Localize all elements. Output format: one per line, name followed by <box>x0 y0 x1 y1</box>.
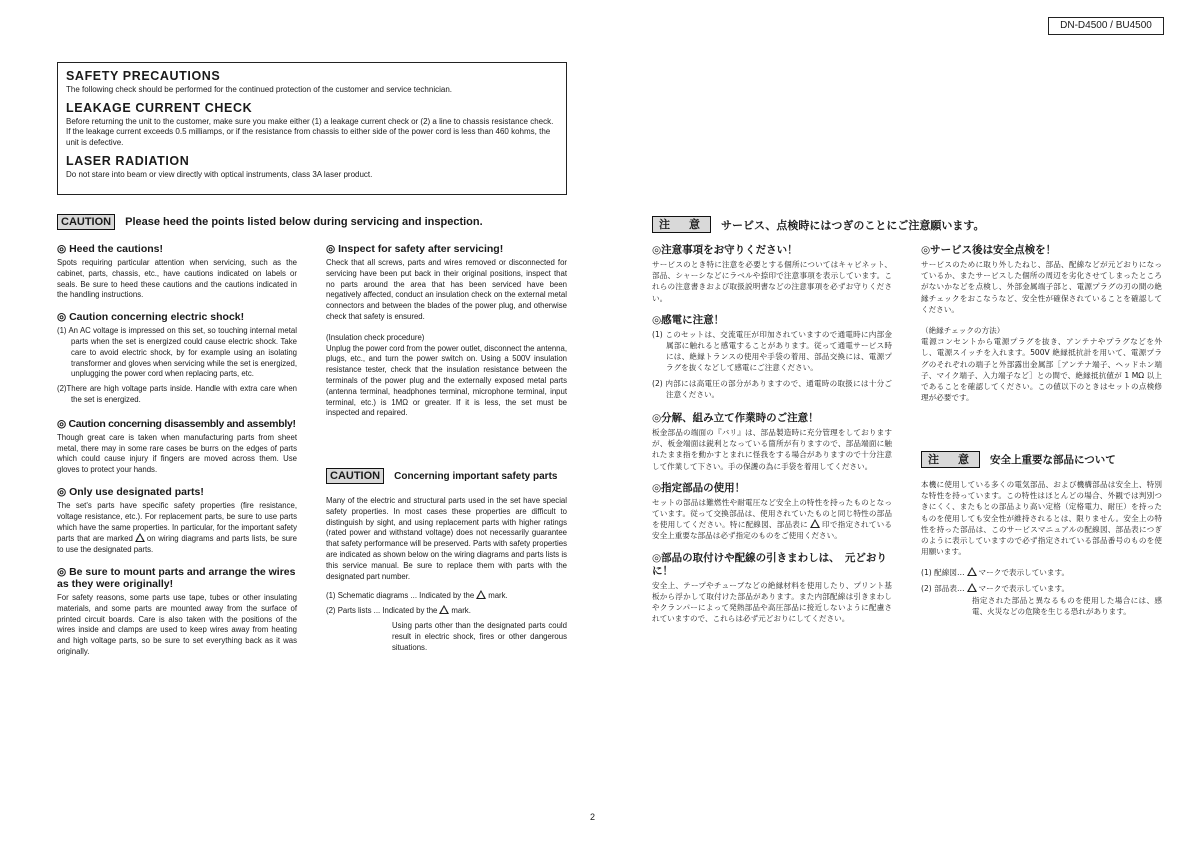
warning-triangle-icon <box>476 590 486 599</box>
jp-section-mount-parts-body: 安全上、テープやチューブなどの絶縁材料を使用したり、プリント基板から浮かして取付けた部品があります。また内部配線は引きまわしやクランパーによって発熱部品や高圧部品に接近しないように配慮されていますので、これらは必ず元どおりにしてください。 <box>652 580 892 624</box>
jp-wiring-diagram-line: (1) 配線図… マークで表示しています。 <box>921 568 1070 578</box>
insulation-procedure-body: Unplug the power cord from the power outlet, disconnect the antenna, plugs, etc., and turn the power switch on. Using a 500V insulation resistance tester, check that the insulation resistance between the terminals of the power plug and the externally exposed metal parts (antenna terminal, headphones terminal, microphone terminal, input terminal, etc.) is 1MΩ or greater. If it is less, the set must be inspected and repaired. <box>326 343 567 418</box>
section-heed-cautions-title: ◎ Heed the cautions! <box>57 243 164 255</box>
japanese-caution-heading <box>652 216 984 233</box>
section-designated-parts-title: ◎ Only use designated parts! <box>57 485 204 498</box>
warning-triangle-icon <box>439 605 449 614</box>
insulation-procedure-title: (Insulation check procedure) <box>326 332 425 342</box>
jp-section-inspect-title: ◎サービス後は安全点検を！ <box>921 244 1057 256</box>
caution-title: Please heed the points listed below during servicing and inspection. <box>125 216 483 228</box>
jp-section-designated-parts-title: ◎指定部品の使用！ <box>652 481 746 494</box>
designated-parts-note: Using parts other than the designated parts could result in electric shock, fires or other dangerous situations. <box>392 620 567 652</box>
jp-insulation-procedure-body: 電源コンセントから電源プラグを抜き、アンテナやプラグなどを外し、電源スイッチを入れます。500V 絶縁抵抗計を用いて、電源プラグのそれぞれの端子と外部露出金属部［アンテナ端子、ヘッドホン端子、マイク端子、入力端子など］との間で、絶縁抵抗値が 1 MΩ 以上であることを確認してください。この値以下のときはセットの点検修理が必要です。 <box>921 337 1162 403</box>
japanese-column-1 <box>652 244 892 624</box>
jp-important-parts-section <box>921 479 1162 617</box>
jp-designated-parts-note: 指定された部品と異なるものを使用した場合には、感電、火災などの危険を生じる恐れがあります。 <box>972 595 1162 617</box>
caution-badge: CAUTION <box>57 214 115 230</box>
english-caution-heading <box>57 214 483 230</box>
jp-parts-list-line: (2) 部品表… マークで表示しています。 <box>921 583 1070 593</box>
japanese-column-2 <box>921 244 1162 403</box>
english-column-1 <box>57 243 297 658</box>
parts-lists-line: (2) Parts lists ... Indicated by the mark. <box>326 606 471 616</box>
electric-shock-item-1: (1) An AC voltage is impressed on this set, so touching internal metal parts when the set is energized could cause electric shock. Take care to avoid electric shock, by for example using an isolating transformer and gloves when servicing while the set is energized, unplugging the power cord when replacing parts, etc. <box>57 326 297 379</box>
section-heed-cautions-body: Spots requiring particular attention when servicing, such as the cabinet, parts, chassis, etc., have cautions indicated on labels or seals. Be sure to heed these cautions and the cautions indicated in the handling instructions. <box>57 258 297 300</box>
section-mount-parts-body: For safety reasons, some parts use tape, tubes or other insulating materials, and some parts are mounted away from the surface of printed circuit boards. Care is also taken with the positions of the wires inside and clamps are used to keep wires away from heating and high voltage parts, so be sure to set everything back as it was originally. <box>57 592 297 656</box>
section-electric-shock-title: ◎ Caution concerning electric shock! <box>57 311 245 324</box>
important-parts-section <box>326 496 567 653</box>
section-inspect-safety-body: Check that all screws, parts and wires removed or disconnected for servicing have been put back in their original positions, inspect that no parts around the area that has been serviced have been negatively affected, conduct an insulation check on the external metal connectors and between the blades of the power plug, and otherwise check that safety is ensured. <box>326 258 567 321</box>
jp-important-parts-body: 本機に使用している多くの電気部品、および機構部品は安全上、特別な特性を持っています。この特性はほとんどの場合、外観では判別つきにくく、またもとの部品より高い定格（定格電力、耐圧）を持ったものを使用しても安全性が維持されるとは、限りません。安全上の特性を持った部品は、このサービスマニュアルの配線図、部品表につぎのように表示していますので必ず指定されている部品番号のものを使用願います。 <box>921 480 1162 557</box>
warning-triangle-icon <box>135 533 145 542</box>
jp-electric-shock-item-2: (2) 内部には高電圧の部分がありますので、通電時の取扱には十分ご注意ください。 <box>652 378 892 399</box>
caution-badge-2: CAUTION <box>326 468 384 484</box>
jp-section-cautions-title: ◎注意事項をお守りください！ <box>652 244 798 256</box>
jp-section-disassembly-body: 板金部品の端面の『バリ』は、部品製造時に充分管理をしておりますが、板金端面は鋭利となっている箇所が有りますので、部品端面に触れたまま指を動かすとまれに怪我をする場合がありますので十分注意して作業して下さい。手の保護の為に手袋を着用してください。 <box>652 428 892 471</box>
leakage-text: Before returning the unit to the customer, make sure you make either (1) a leakage current check or (2) a line to chassis resistance check. If the leakage current exceeds 0.5 milliamps, or if the resistance from chassis to either side of the power cord is less than 460 kohms, the unit is defective. <box>66 117 554 147</box>
jp-section-mount-parts-title: ◎部品の取付けや配線の引きまわしは、 元どおりに！ <box>652 551 887 577</box>
important-parts-title: Concerning important safety parts <box>394 470 558 482</box>
section-mount-parts-title: ◎ Be sure to mount parts and arrange the wires as they were originally! <box>57 565 296 590</box>
safety-precautions-text: The following check should be performed for the continued protection of the customer and service technician. <box>66 85 452 94</box>
warning-triangle-icon <box>810 519 820 528</box>
jp-important-parts-heading <box>921 451 1116 468</box>
jp-important-parts-title: 安全上重要な部品について <box>990 454 1116 466</box>
jp-section-electric-shock-title: ◎感電に注意！ <box>652 313 725 326</box>
jp-section-cautions-body: サービスのとき特に注意を必要とする個所についてはキャビネット、部品、シャーシなどにラベルや捺印で注意事項を表示しています。これらの注意書きおよび取扱説明書などの注意事項を必ずお守りください。 <box>652 260 892 303</box>
important-parts-heading <box>326 468 557 484</box>
page-number: 2 <box>590 812 596 822</box>
important-parts-body: Many of the electric and structural parts used in the set have special safety properties. In most cases these properties are difficult to distinguish by sight, and using replacement parts with higher ratings (rated power and withstand voltage) does not necessarily guarantee that safety performance will be preserved. Parts with safety properties are indicated as shown below on the wiring diagrams and parts lists is this service manual. Be sure to replace them with parts with the designated part number. <box>326 496 567 581</box>
electric-shock-item-2: (2)There are high voltage parts inside. Handle with extra care when the set is energized. <box>57 384 297 404</box>
japanese-caution-title: サービス、点検時にはつぎのことにご注意願います。 <box>721 218 985 232</box>
jp-insulation-procedure-title: （絶縁チェックの方法） <box>921 326 1005 336</box>
laser-heading: LASER RADIATION <box>66 153 190 168</box>
jp-section-inspect-body: サービスのために取り外したねじ、部品、配線などが元どおりになっているか、またサービスした個所の周辺を劣化させてしまったところがないかなどを点検し、外部金属端子部と、電源プラグの刃の間の絶縁チェックをおこなうなど、安全性が確保されていることを確認してください。 <box>921 260 1162 314</box>
safety-precautions-box <box>57 62 567 195</box>
warning-triangle-icon <box>967 567 977 576</box>
section-disassembly-body: Though great care is taken when manufacturing parts from sheet metal, there may in some rare cases be burrs on the edges of parts which could cause injury if fingers are moved across them. Use gloves to protect your hands. <box>57 432 297 475</box>
leakage-heading: LEAKAGE CURRENT CHECK <box>66 101 253 116</box>
jp-electric-shock-item-1: (1) このセットは、交流電圧が印加されていますので通電時に内部金属部に触れると感電することがあります。従って通電サービス時には、絶縁トランスの使用や手袋の着用、部品交換には、電源プラグを抜くなどして感電にご注意ください。 <box>652 329 892 373</box>
japanese-caution-badge-2: 注 意 <box>921 451 980 468</box>
jp-section-designated-parts-body: セットの部品は難燃性や耐電圧など安全上の特性を持ったものとなっています。従って交換部品は、使用されていたものと同じ特性の部品を使用してください。特に配線図、部品表に 印で指定されている安全上重要な部品は必ず指定のものをご使用ください。 <box>652 497 892 541</box>
section-inspect-safety-title: ◎ Inspect for safety after servicing! <box>326 243 504 255</box>
section-disassembly-title: ◎ Caution concerning disassembly and assembly! <box>57 417 296 430</box>
section-designated-parts-body: The set's parts have specific safety properties (fire resistance, voltage resistance, etc.). For replacement parts, be sure to use parts which have the same properties. In particular, for the important safety parts that are marked on wiring diagrams and parts lists, be sure to use the designated parts. <box>57 500 297 555</box>
schematic-diagrams-line: (1) Schematic diagrams ... Indicated by the mark. <box>326 591 508 601</box>
laser-text: Do not stare into beam or view directly with optical instruments, class 3A laser product. <box>66 169 373 179</box>
english-column-2 <box>326 243 567 419</box>
japanese-caution-badge: 注 意 <box>652 216 711 233</box>
model-label: DN-D4500 / BU4500 <box>1048 17 1164 35</box>
safety-precautions-heading: SAFETY PRECAUTIONS <box>66 69 221 83</box>
warning-triangle-icon <box>967 583 977 592</box>
jp-section-disassembly-title: ◎分解、組み立て作業時のご注意！ <box>652 412 819 425</box>
